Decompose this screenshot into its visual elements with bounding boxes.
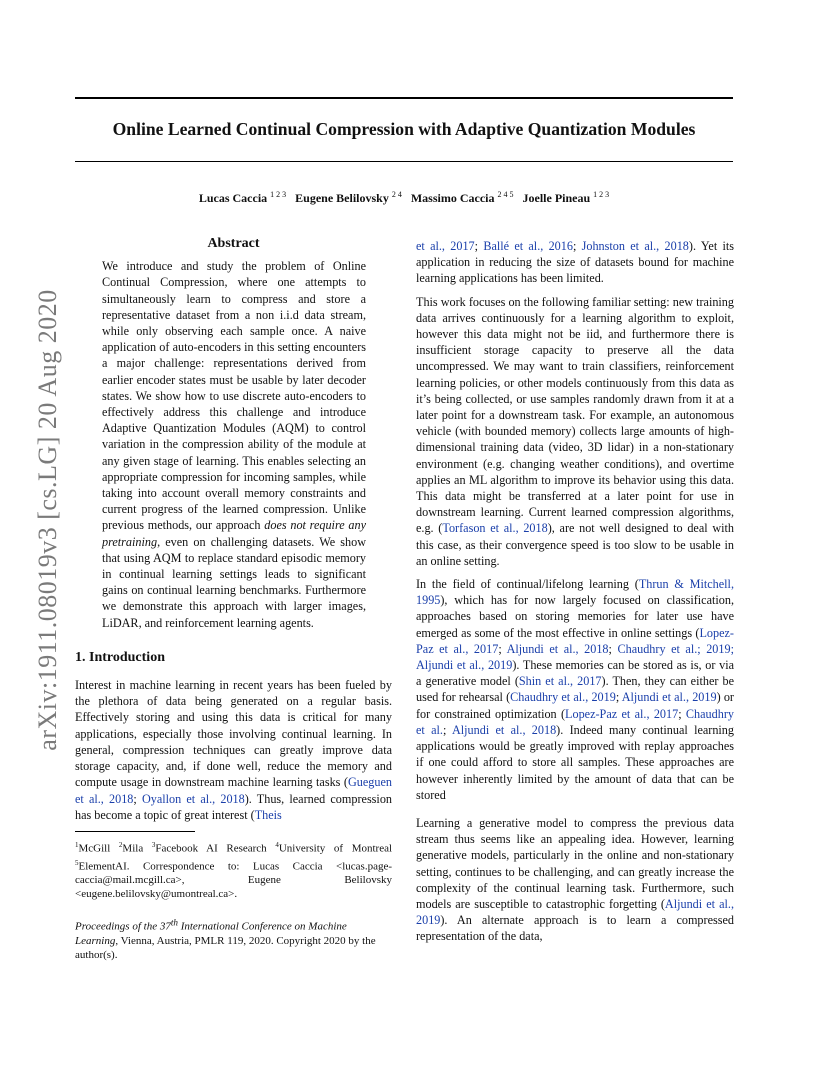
citation-link[interactable]: Aljundi et al., 2019 <box>416 658 513 673</box>
author-affil: 2 4 <box>391 190 402 199</box>
abstract-text: We introduce and study the problem of Online Continual Compression, where one attempts to simultaneously learn to compress and store a representative dataset from a non i.i.d data stream, while only observing each sample once. A naive application of auto-encoders in this setting encounters a major challenge: representations derived from earlier encoder states must be usable by later decoder states. We show how to use discrete auto-encoders to effectively address this challenge and introduce Adaptive Quantization Modules (AQM) to control variation in the compression ability of the module at any given stage of learning. This enables selecting an appropriate compression for incoming samples, while taking into account overall memory constraints and current progress of the learned compression. Unlike previous methods, our approach does not require any pretraining, even on challenging datasets. We show that using AQM to replace standard episodic memory in continual learning settings leads to significant gains on continual learning benchmarks. Furthermore we demonstrate this approach with larger images, LiDAR, and reinforcement learning agents. <box>102 259 366 630</box>
intro-paragraph-1-continued: et al., 2017; Ballé et al., 2016; Johnston et al., 2018). Yet its application in reducing the size of datasets bound for machine learning applications has been limited. <box>416 239 735 286</box>
citation-link[interactable]: Thrun & Mitchell, 1995 <box>416 577 734 608</box>
author-name: Eugene Belilovsky <box>295 191 389 205</box>
arxiv-stamp: arXiv:1911.08019v3 [cs.LG] 20 Aug 2020 <box>33 289 62 751</box>
author-affil: 2 4 5 <box>497 190 514 199</box>
abstract-heading: Abstract <box>207 236 260 251</box>
citation-link[interactable]: Chaudhry et al. <box>416 706 734 737</box>
author-name: Joelle Pineau <box>522 191 591 205</box>
citation-link[interactable]: Johnston et al., 2018 <box>581 239 689 253</box>
citation-link[interactable]: et al., 2017 <box>416 239 475 253</box>
citation-link[interactable]: Lopez-Paz et al., 2017 <box>416 625 734 656</box>
author-name: Lucas Caccia <box>198 191 268 205</box>
author-name: Massimo Caccia <box>410 191 495 205</box>
title-top-rule <box>75 97 733 99</box>
author-affil: 1 2 3 <box>593 190 610 199</box>
intro-paragraph-1: Interest in machine learning in recent years has been fueled by the plethora of data being generated on a regular basis. Effectively storing and using this data is critical for many applications, especially those involving continual learning. In general, compression techniques can greatly improve data storage capacity, and, if done well, reduce the memory and compute usage in downstream machine learning tasks (Gueguen et al., 2018; Oyallon et al., 2018). Thus, learned compression has become a topic of great interest (Theis <box>75 678 393 822</box>
citation-link[interactable]: Aljundi et al., 2019 <box>621 690 717 705</box>
paper-title: Online Learned Continual Compression with Adaptive Quantization Modules <box>112 119 696 139</box>
citation-link[interactable]: Ballé et al., 2016 <box>483 239 573 253</box>
citation-link[interactable]: Theis <box>254 807 282 822</box>
author-affil: 1 2 3 <box>270 190 287 199</box>
intro-paragraph-4: Learning a generative model to compress the previous data stream thus seems like an appealing idea. However, learning generative models, particularly in the online and non-stationary setting, continues to be challenging, and can greatly increase the complexity of the continual learning task. Furthermore, such models are susceptible to catastrophic forgetting (Aljundi et al., 2019). An alternate approach is to learn a compressed representation of the data, <box>416 815 734 944</box>
left-column <box>75 236 392 962</box>
citation-link[interactable]: Aljundi et al., 2018 <box>506 641 609 656</box>
citation-link[interactable]: Shin et al., 2017 <box>518 674 602 689</box>
citation-link[interactable]: Aljundi et al., 2019 <box>416 896 734 928</box>
citation-link[interactable]: Lopez-Paz et al., 2017 <box>565 706 679 721</box>
title-bottom-rule <box>75 161 733 162</box>
citation-link[interactable]: Chaudhry et al. <box>617 641 698 656</box>
citation-link[interactable]: Aljundi et al., 2018 <box>451 722 557 737</box>
citation-link[interactable]: Torfason et al., 2018 <box>442 521 548 536</box>
citation-link[interactable]: Gueguen et al., 2018 <box>75 775 392 806</box>
citation-link[interactable]: Chaudhry et al., 2019 <box>510 690 616 705</box>
affiliation-footnote: $^1$McGill $^2$Mila $^3$Facebook AI Research $^4$University of Montreal $^5$ElementAI. Correspondence to: Lucas Caccia <lucas.page-caccia@mail.mcgill.ca>, Eugene Belilovsky <eugene.belilovsky@umontreal.ca>. <box>75 840 393 901</box>
right-column <box>416 238 734 945</box>
proceedings-note: Proceedings of the 37th International Conference on Machine Learning, Vienna, Austria, PMLR 119, 2020. Copyright 2020 by the author(s). <box>75 917 376 961</box>
author-list <box>75 190 733 206</box>
intro-paragraph-2: This work focuses on the following familiar setting: new training data arrives continuously for a learning algorithm to exploit, however this data might not be iid, and furthermore there is insufficient storage capacity to preserve all the data uncompressed. We may want to train classifiers, reinforcement learning policies, or other models continuously from this data as it’s being collected, or use samples randomly drawn from it at a later point for a downstream task. For example, an autonomous vehicle (with bounded memory) collects large amounts of high-dimensional training data (video, 3D lidar) in a non-stationary environment (e.g. changing weather conditions), and overtime applies an ML algorithm to improve its behavior using this data. This data might be transferred at a later point for use in downstream learning. Current learned compression algorithms, e.g. (Torfason et al., 2018), are not well designed to deal with this case, as their convergence speed is too slow to be usable in an online setting. <box>416 294 735 568</box>
footnote-rule <box>75 831 195 832</box>
intro-paragraph-3: In the field of continual/lifelong learning (Thrun & Mitchell, 1995), which has for now largely focused on classification, approaches based on storing memories for later use have emerged as some of the most effective in online settings (Lopez-Paz et al., 2017; Aljundi et al., 2018; Chaudhry et al.; 2019; Aljundi et al., 2019). These memories can be stored as is, or via a generative model (Shin et al., 2017). Then, they can either be used for rehearsal (Chaudhry et al., 2019; Aljundi et al., 2019) or for constrained optimization (Lopez-Paz et al., 2017; Chaudhry et al.; Aljundi et al., 2018). Indeed many continual learning applications would be greatly improved with replay approaches if one could afford to store all samples. These approaches are however inherently limited by the amount of data that can be stored <box>416 577 734 802</box>
section-heading-introduction: 1. Introduction <box>75 649 165 665</box>
citation-link[interactable]: Oyallon et al., 2018 <box>141 791 245 806</box>
